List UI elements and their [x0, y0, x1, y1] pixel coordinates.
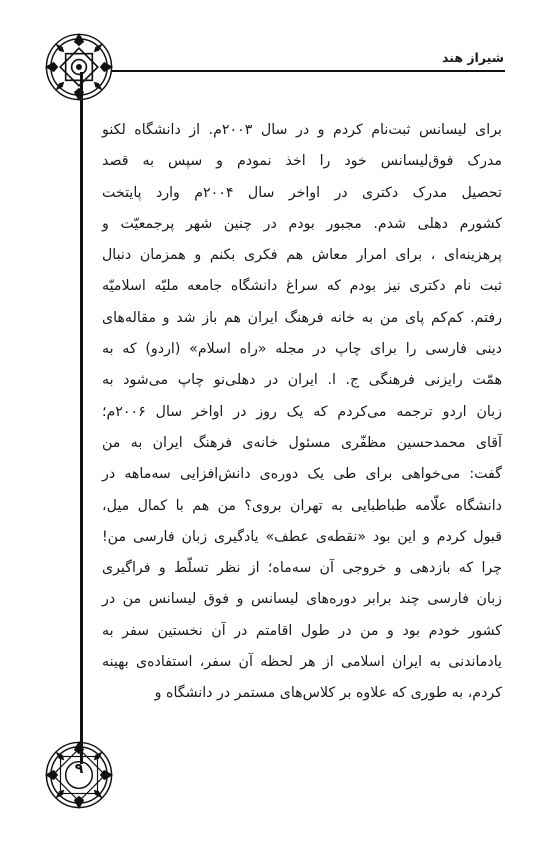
header-rule	[112, 70, 505, 72]
text-line: زبان فارسی چند برابر دوره‌های لیسانس و فوق لیسانس من در	[102, 591, 502, 608]
text-line: تحصیل مدرک دکتری در اواخر سال ۲۰۰۴م وارد پایتخت	[102, 184, 502, 201]
text-line: چرا که بازدهی و خروجی آن سه‌ماه؛ از نظر تسلّط و فراگیری	[102, 560, 502, 577]
text-line: زبان اردو ترجمه می‌کردم که یک روز در اواخر سال ۲۰۰۶م؛	[102, 403, 502, 420]
text-line: دانشگاه علّامه طباطبایی به تهران بروی؟ من هم با کمال میل،	[102, 497, 502, 514]
text-line: کشور خودم بود و من در طول اقامتم در آن نخستین سفر به	[102, 622, 502, 639]
text-line: مدرک فوق‌لیسانس خود را اخذ نمودم و سپس به قصد	[102, 153, 502, 170]
vertical-border-line	[80, 72, 83, 764]
text-line: برای لیسانس ثبت‌نام کردم و در سال ۲۰۰۳م. از دانشگاه لکنو	[102, 122, 502, 138]
text-line: آقای محمدحسین مظفّری مسئول خانه‌ی فرهنگ ایران به من	[102, 434, 502, 451]
top-ornament-icon	[42, 30, 116, 104]
text-line: ثبت نام دکتری نیز بودم که سراغ دانشگاه جامعه ملیّه اسلامیّه	[102, 278, 502, 295]
text-line: رفتم. کم‌کم پای من به خانه فرهنگ ایران هم باز شد و مقاله‌های	[102, 309, 502, 326]
page-number: ۹	[74, 761, 84, 777]
text-line: دینی فارسی را برای چاپ در مجله «راه اسلام» (اردو) که به	[102, 341, 502, 358]
text-line: همّت رایزنی فرهنگی ج. ا. ایران در دهلی‌نو چاپ می‌شود به	[102, 372, 502, 389]
text-line: کردم، به طوری که علاوه بر کلاس‌های مستمر در دانشگاه و	[154, 685, 502, 702]
text-line: یادماندنی به ایران اسلامی از هر لحظه آن سفر، استفاده‌ی بهینه	[102, 654, 502, 671]
body-paragraph	[102, 115, 502, 710]
running-header-title: شیراز هند	[442, 50, 504, 65]
text-line: پرهزینه‌ای ، برای امرار معاش هم فکری بکنم و همزمان دنبال	[102, 247, 502, 264]
text-line: گفت: می‌خواهی برای طی یک دوره‌ی دانش‌افزایی سه‌ماهه در	[102, 466, 502, 483]
text-line: قبول کردم و این بود «نقطه‌ی عطف» یادگیری زبان فارسی من!	[102, 528, 502, 545]
text-line: کشورم دهلی شدم. مجبور بودم در چنین شهر پرجمعیّت و	[102, 215, 502, 232]
